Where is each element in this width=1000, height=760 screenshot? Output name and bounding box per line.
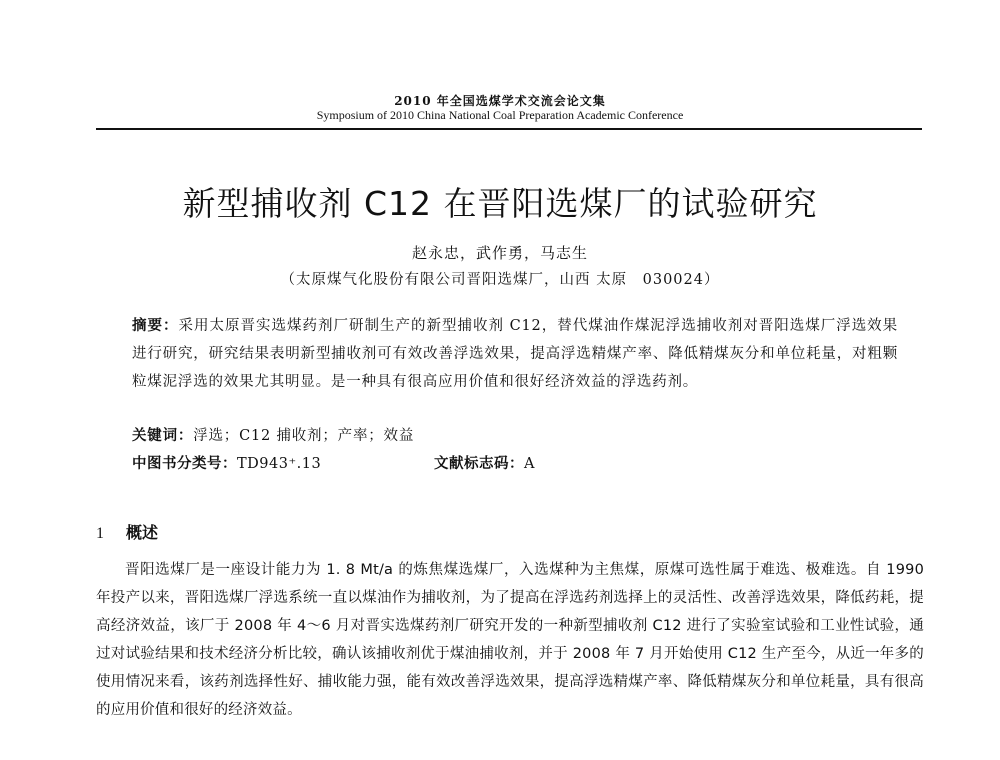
document-code-label: 文献标志码： — [434, 456, 524, 472]
abstract-label: 摘要： — [132, 318, 179, 334]
document-code-value: A — [524, 456, 535, 472]
keywords-text: 浮选；C12 捕收剂；产率；效益 — [193, 428, 415, 444]
header-rule — [96, 128, 922, 130]
classification-line — [132, 452, 321, 473]
abstract-block — [132, 312, 898, 396]
paper-title: 新型捕收剂 C12 在晋阳选煤厂的试验研究 — [182, 184, 818, 223]
abstract-text: 采用太原晋实选煤药剂厂研制生产的新型捕收剂 C12，替代煤油作煤泥浮选捕收剂对晋阳选煤厂浮选效果进行研究，研究结果表明新型捕收剂可有效改善浮选效果，提高浮选精煤产率、降低精煤灰分和单位耗量，对粗颗粒煤泥浮选的效果尤其明显。是一种具有很高应用价值和很好经济效益的浮选药剂。 — [132, 318, 898, 390]
running-header-english: Symposium of 2010 China National Coal Preparation Academic Conference — [316, 108, 684, 122]
body-paragraph: 晋阳选煤厂是一座设计能力为 1. 8 Mt/a 的炼焦煤选煤厂，入选煤种为主焦煤，原煤可选性属于难选、极难选。自 1990 年投产以来，晋阳选煤厂浮选系统一直以煤油作为捕收剂，为了提高在浮选药剂选择上的灵活性、改善浮选效果，降低药耗，提高经济效益，该厂于 2008 年 4～6 月对晋实选煤药剂厂研究开发的一种新型捕收剂 C12 进行了实验室试验和工业性试验，通过对试验结果和技术经济分析比较，确认该捕收剂优于煤油捕收剂，并于 2008 年 7 月开始使用 C12 生产至今，从近一年多的使用情况来看，该药剂选择性好、捕收能力强，能有效改善浮选效果，提高浮选精煤产率、降低精煤灰分和单位耗量，具有很高的应用价值和很好的经济效益。 — [96, 562, 924, 718]
paper-authors: 赵永忠，武作勇，马志生 — [411, 244, 588, 262]
keywords-line — [132, 424, 414, 445]
section-number: 1 — [96, 525, 104, 542]
section-heading — [96, 520, 158, 543]
classification-label: 中图书分类号： — [132, 456, 237, 472]
section-title: 概述 — [126, 523, 159, 542]
paper-affiliation: （太原煤气化股份有限公司晋阳选煤厂，山西 太原 030024） — [280, 272, 720, 288]
keywords-label: 关键词： — [132, 428, 194, 444]
classification-value: TD943⁺.13 — [237, 456, 322, 472]
document-code-line — [434, 452, 535, 473]
running-header-chinese: 2010 年全国选煤学术交流会论文集 — [394, 94, 606, 108]
